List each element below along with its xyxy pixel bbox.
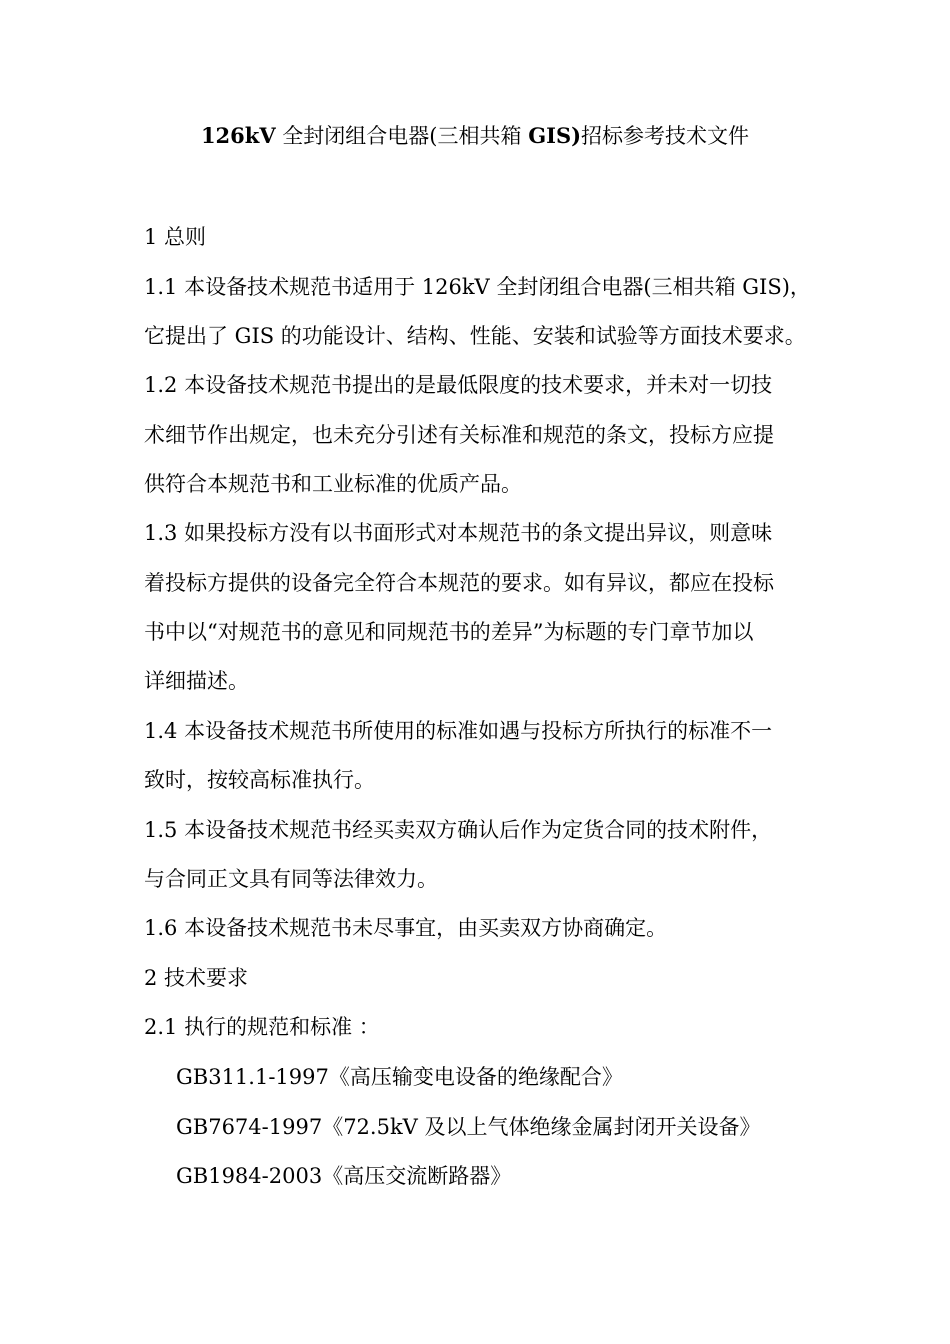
body-line: 1.1 本设备技术规范书适用于 126kV 全封闭组合电器(三相共箱 GIS)， — [144, 275, 811, 299]
body-line: 1.2 本设备技术规范书提出的是最低限度的技术要求，并未对一切技 — [144, 373, 773, 397]
body-line: 1.3 如果投标方没有以书面形式对本规范书的条文提出异议，则意味 — [144, 521, 773, 545]
body-line: 术细节作出规定，也未充分引述有关标准和规范的条文，投标方应提 — [144, 423, 774, 447]
title-part-3: 三相共箱 — [437, 124, 529, 148]
body-line: 着投标方提供的设备完全符合本规范的要求。如有异议，都应在投标 — [144, 571, 774, 595]
body-line: 它提出了 GIS 的功能设计、结构、性能、安装和试验等方面技术要求。 — [144, 324, 806, 348]
body-line: 供符合本规范书和工业标准的优质产品。 — [144, 472, 522, 496]
body-line: 1.5 本设备技术规范书经买卖双方确认后作为定货合同的技术附件， — [144, 818, 773, 842]
title-part-5: 招标参考技术文件 — [581, 124, 750, 148]
body-line: 1.6 本设备技术规范书未尽事宜，由买卖双方协商确定。 — [144, 916, 668, 940]
subsection-heading: 2.1 执行的规范和标准 ： — [144, 1015, 380, 1039]
title-part-1: 126kV — [200, 123, 276, 148]
title-part-4: GIS) — [528, 123, 582, 148]
standard-item: GB1984-2003《高压交流断路器》 — [176, 1164, 512, 1188]
section-heading-1: 1 总则 — [144, 225, 207, 249]
document-title — [0, 120, 950, 152]
standard-item: GB7674-1997《72.5kV 及以上气体绝缘金属封闭开关设备》 — [176, 1115, 761, 1139]
standard-item: GB311.1-1997《高压输变电设备的绝缘配合》 — [176, 1065, 623, 1089]
body-line: 1.4 本设备技术规范书所使用的标准如遇与投标方所执行的标准不一 — [144, 719, 773, 743]
body-line: 书中以“对规范书的意见和同规范书的差异”为标题的专门章节加以 — [144, 620, 754, 644]
body-line: 与合同正文具有同等法律效力。 — [144, 867, 438, 891]
section-heading-2: 2 技术要求 — [144, 966, 249, 990]
body-line: 详细描述。 — [144, 669, 249, 693]
title-part-2: 全封闭组合电器( — [275, 124, 438, 148]
body-line: 致时，按较高标准执行。 — [144, 768, 375, 792]
